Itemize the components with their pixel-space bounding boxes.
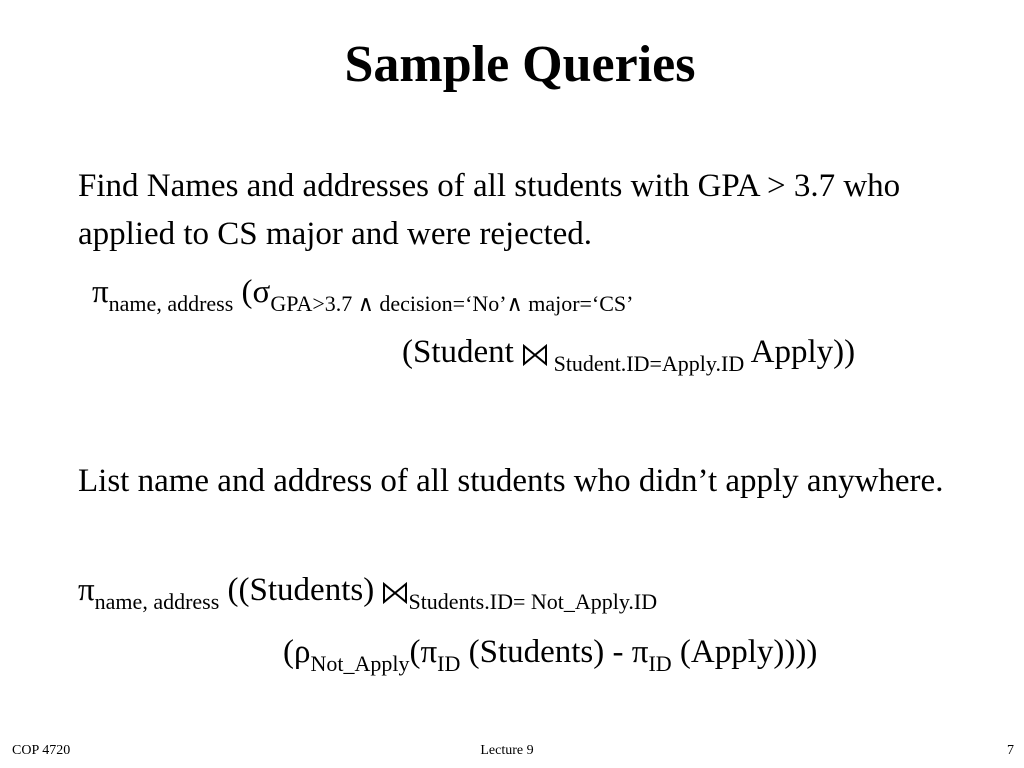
query1-description: Find Names and addresses of all students with GPA > 3.7 who applied to CS major and were rejected. <box>78 168 901 252</box>
students-minus: (Students) - <box>460 634 632 670</box>
student-relation: (Student <box>402 334 523 370</box>
open-paren: ( <box>233 274 253 310</box>
open-paren: ( <box>409 634 421 670</box>
footer-lecture: Lecture 9 <box>480 743 534 758</box>
pi-symbol: π <box>92 274 109 310</box>
join-subscript: Students.ID= Not_Apply.ID <box>408 589 658 614</box>
query1-expression-line2 <box>402 332 856 376</box>
pi-symbol: π <box>420 634 438 670</box>
bowtie-join-icon <box>382 582 408 604</box>
slide-title: Sample Queries <box>344 36 696 93</box>
open-paren: ( <box>283 634 294 670</box>
projection-subscript: name, address <box>108 291 234 316</box>
apply-relation: Apply)) <box>744 334 856 370</box>
query1-expression-line1 <box>92 272 634 316</box>
students-relation: ((Students) <box>219 572 383 608</box>
rho-symbol: ρ <box>294 634 311 670</box>
pi-symbol: π <box>78 572 95 608</box>
projection-subscript: name, address <box>94 589 220 614</box>
selection-subscript: GPA>3.7 ∧ decision=‘No’∧ major=‘CS’ <box>270 291 634 316</box>
footer-course: COP 4720 <box>12 743 71 758</box>
footer-page-number: 7 <box>1007 743 1014 758</box>
pi-symbol: π <box>631 634 649 670</box>
join-subscript: Student.ID=Apply.ID <box>548 351 745 376</box>
query2-description: List name and address of all students who didn’t apply anywhere. <box>78 463 944 499</box>
apply-relation: (Apply)))) <box>671 634 818 670</box>
query2-expression-line1 <box>78 570 658 614</box>
rename-subscript: Not_Apply <box>310 651 410 676</box>
bowtie-join-icon <box>522 344 548 366</box>
query2-expression-line2 <box>283 632 818 676</box>
sigma-symbol: σ <box>252 274 271 310</box>
projection-subscript: ID <box>437 651 461 676</box>
projection-subscript: ID <box>648 651 672 676</box>
